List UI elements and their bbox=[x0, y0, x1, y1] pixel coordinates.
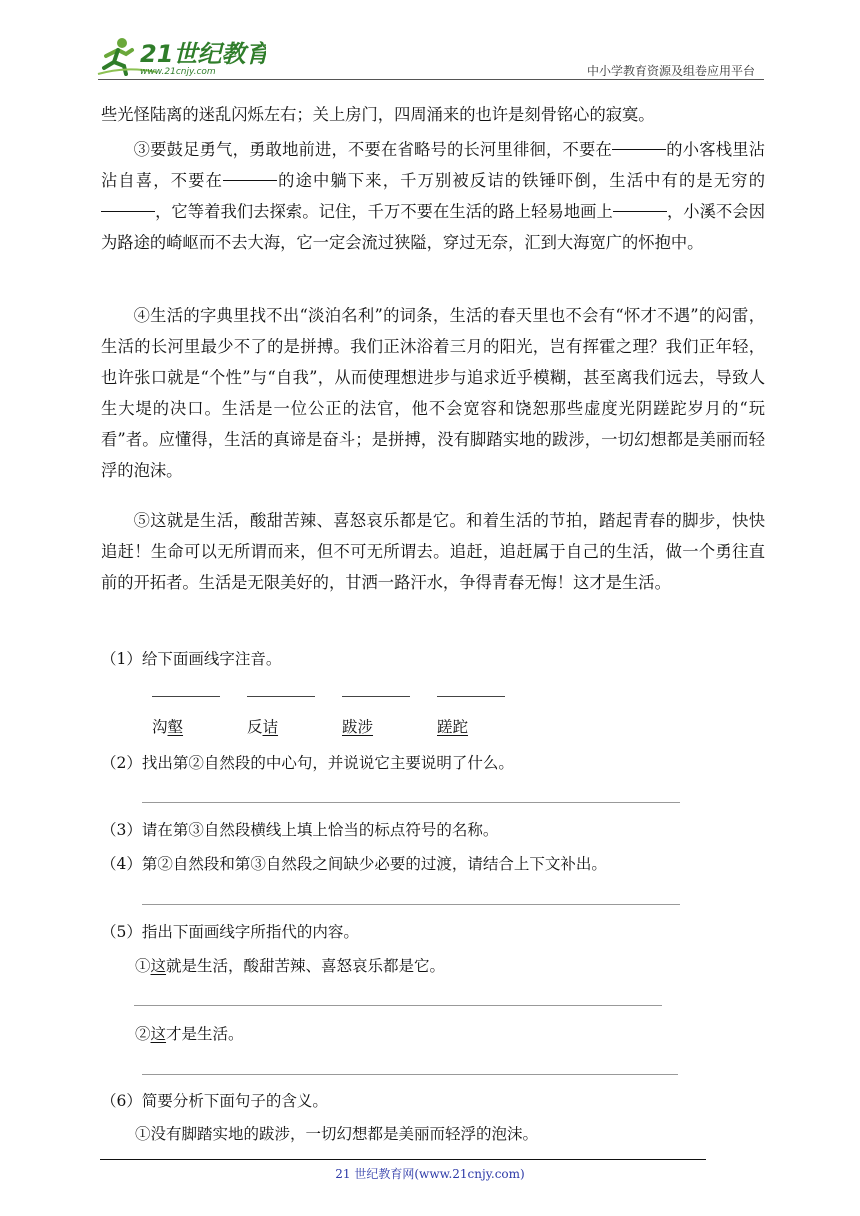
answer-line-q5-1[interactable] bbox=[134, 1005, 662, 1006]
fill-blank-2[interactable] bbox=[223, 180, 277, 181]
answer-line-q2[interactable] bbox=[142, 802, 680, 803]
header-platform-text: 中小学教育资源及组卷应用平台 bbox=[586, 64, 755, 78]
question-1: （1）给下面画线字注音。 bbox=[101, 650, 282, 668]
header-divider bbox=[98, 79, 764, 80]
passage-paragraph-3: ③要鼓足勇气，勇敢地前进，不要在省略号的长河里徘徊，不要在 的小客栈里沾沾自喜，不要在 的途中躺下来，千万别被反诘的铁锤吓倒，生活中有的是无穷的，它等着我们去探索。记住，千万不要在生活的路上轻易地画上 ，小溪不会因为路途的崎岖而不去大海，它一定会流过狭隘，穿过无奈，汇到大海宽广的怀抱中。 bbox=[101, 140, 765, 252]
fill-blank-4[interactable] bbox=[613, 211, 667, 212]
logo-title: 21世纪教育 bbox=[140, 40, 266, 68]
pinyin-word-4: 蹉跎 bbox=[437, 718, 469, 736]
pinyin-answer-line-3[interactable] bbox=[342, 696, 410, 697]
question-5: （5）指出下面画线字所指代的内容。 bbox=[101, 923, 359, 941]
pinyin-answer-line-4[interactable] bbox=[437, 696, 505, 697]
question-2: （2）找出第②自然段的中心句，并说说它主要说明了什么。 bbox=[101, 754, 514, 772]
answer-line-q4[interactable] bbox=[142, 904, 680, 905]
question-4: （4）第②自然段和第③自然段之间缺少必要的过渡，请结合上下文补出。 bbox=[101, 855, 607, 873]
fill-blank-3[interactable] bbox=[101, 211, 155, 212]
pinyin-word-3: 跋涉 bbox=[342, 718, 374, 736]
question-3: （3）请在第③自然段横线上填上恰当的标点符号的名称。 bbox=[101, 821, 499, 839]
pinyin-word-2: 反诘 bbox=[247, 718, 279, 736]
site-logo bbox=[96, 36, 266, 78]
passage-paragraph-5: ⑤这就是生活，酸甜苦辣、喜怒哀乐都是它。和着生活的节拍，踏起青春的脚步，快快追赶！生命可以无所谓而来，但不可无所谓去。追赶，追赶属于自己的生活，做一个勇往直前的开拓者。生活是无限美好的，甘洒一路汗水，争得青春无悔！这才是生活。 bbox=[101, 511, 765, 592]
question-6-item-1: ①没有脚踏实地的跋涉，一切幻想都是美丽而轻浮的泡沫。 bbox=[135, 1125, 539, 1143]
passage-paragraph-1: 些光怪陆离的迷乱闪烁左右；关上房门，四周涌来的也许是刻骨铭心的寂寞。 bbox=[101, 105, 655, 124]
pinyin-word-1: 沟壑 bbox=[152, 718, 184, 736]
question-6: （6）简要分析下面句子的含义。 bbox=[101, 1092, 328, 1110]
question-5-item-2: ②这才是生活。 bbox=[135, 1025, 244, 1043]
fill-blank-1[interactable] bbox=[612, 149, 666, 150]
logo-url: www.21cnjy.com bbox=[140, 67, 216, 77]
answer-line-q5-2[interactable] bbox=[142, 1074, 678, 1075]
pinyin-answer-line-1[interactable] bbox=[152, 696, 220, 697]
footer-divider bbox=[100, 1159, 706, 1160]
runner-logo-icon bbox=[96, 36, 266, 78]
footer-text[interactable]: 21 世纪教育网(www.21cnjy.com) bbox=[335, 1167, 525, 1181]
pinyin-answer-line-2[interactable] bbox=[247, 696, 315, 697]
question-5-item-1: ①这就是生活，酸甜苦辣、喜怒哀乐都是它。 bbox=[135, 957, 446, 975]
passage-paragraph-4: ④生活的字典里找不出“淡泊名利”的词条，生活的春天里也不会有“怀才不遇”的闷雷，生活的长河里最少不了的是拼搏。我们正沐浴着三月的阳光，岂有挥霍之理？我们正年轻，也许张口就是“个性”与“自我”，从而使理想进步与追求近乎模糊，甚至离我们远去，导致人生大堤的决口。生活是一位公正的法官，他不会宽容和饶恕那些虚度光阴蹉跎岁月的“玩看”者。应懂得，生活的真谛是奋斗；是拼搏，没有脚踏实地的跋涉，一切幻想都是美丽而轻浮的泡沫。 bbox=[101, 306, 765, 480]
